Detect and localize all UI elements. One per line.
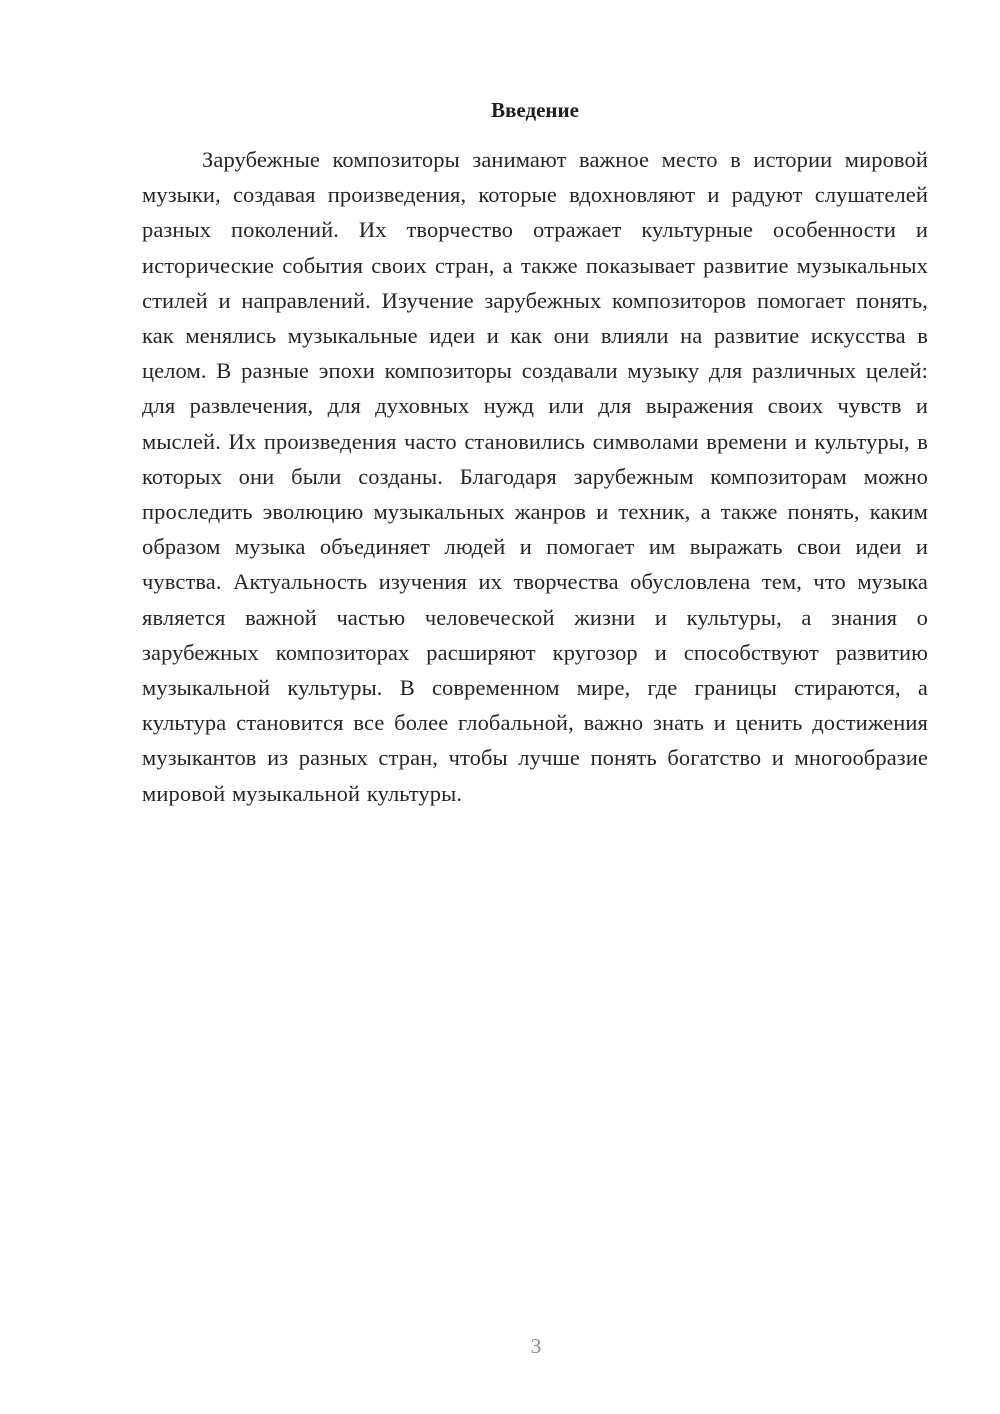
body-paragraph: Зарубежные композиторы занимают важное место в истории мировой музыки, создавая произведения, которые вдохновляют и радуют слушателей разных поколений. Их творчество отражает культурные особенности и исторические события своих стран, а также показывает развитие музыкальных стилей и направлений. Изучение зарубежных композиторов помогает понять, как менялись музыкальные идеи и как они влияли на развитие искусства в целом. В разные эпохи композиторы создавали музыку для различных целей: для развлечения, для духовных нужд или для выражения своих чувств и мыслей. Их произведения часто становились символами времени и культуры, в которых они были созданы. Благодаря зарубежным композиторам можно проследить эволюцию музыкальных жанров и техник, а также понять, каким образом музыка объединяет людей и помогает им выражать свои идеи и чувства. Актуальность изучения их творчества обусловлена тем, что музыка является важной частью человеческой жизни и культуры, а знания о зарубежных композиторах расширяют кругозор и способствуют развитию музыкальной культуры. В современном мире, где границы стираются, а культура становится все более глобальной, важно знать и ценить достижения музыкантов из разных стран, чтобы лучше понять богатство и многообразие мировой музыкальной культуры. xyxy=(142,147,928,806)
section-heading: Введение xyxy=(491,98,579,122)
page-number: 3 xyxy=(530,1334,542,1358)
